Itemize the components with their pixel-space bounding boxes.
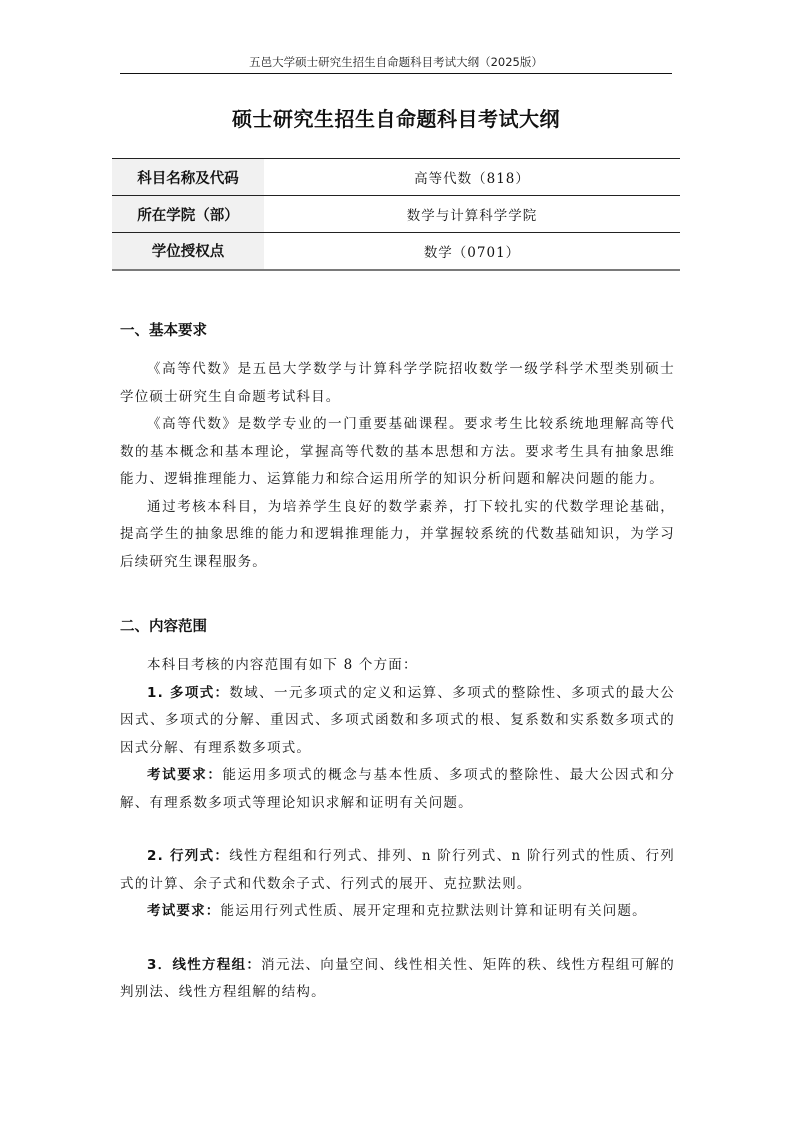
- row-value: 数学与计算科学学院: [406, 208, 538, 224]
- exam-requirement: [120, 762, 675, 817]
- table-row: [112, 159, 680, 196]
- header-rule: [120, 73, 672, 74]
- topic-linear-equations: [120, 952, 675, 1007]
- row-value: 高等代数（818）: [414, 171, 530, 187]
- document-body: [120, 320, 675, 1007]
- paragraph: 《高等代数》是五邑大学数学与计算科学学院招收数学一级学科学术型类别硕士学位硕士研究生自命题考试科目。: [120, 361, 675, 405]
- topic-title: 1. 多项式：: [147, 684, 230, 701]
- requirement-label: 考试要求：: [147, 767, 223, 783]
- requirement-label: 考试要求：: [147, 903, 221, 919]
- topic-title: 2. 行列式：: [147, 848, 230, 864]
- topic-title: 3．线性方程组：: [147, 956, 262, 973]
- section-heading-basic-requirements: 一、基本要求: [120, 323, 207, 339]
- topic-body: 消元法、向量空间、线性相关性、矩阵的秩、线性方程组可解的判别法、线性方程组解的结构。: [120, 956, 675, 1000]
- running-header: 五邑大学硕士研究生招生自命题科目考试大纲（2025版）: [249, 55, 543, 69]
- paragraph: 本科目考核的内容范围有如下 8 个方面：: [147, 657, 418, 673]
- row-label: 科目名称及代码: [112, 159, 264, 196]
- topic-body: 数域、一元多项式的定义和运算、多项式的整除性、多项式的最大公因式、多项式的分解、重因式、多项式函数和多项式的根、复系数和实系数多项式的因式分解、有理系数多项式。: [120, 684, 676, 756]
- requirement-body: 能运用多项式的概念与基本性质、多项式的整除性、最大公因式和分解、有理系数多项式等理论知识求解和证明有关问题。: [120, 767, 676, 811]
- exam-requirement: [120, 898, 675, 926]
- requirement-body: 能运用行列式性质、展开定理和克拉默法则计算和证明有关问题。: [220, 903, 647, 919]
- row-label: 所在学院（部）: [112, 196, 264, 233]
- topic-polynomials: [120, 680, 675, 763]
- paragraph: 《高等代数》是数学专业的一门重要基础课程。要求考生比较系统地理解高等代数的基本概念和基本理论，掌握高等代数的基本思想和方法。要求考生具有抽象思维能力、逻辑推理能力、运算能力和综合运用所学的知识分析问题和解决问题的能力。: [120, 416, 675, 487]
- table-row: [112, 196, 680, 233]
- paragraph: 通过考核本科目，为培养学生良好的数学素养，打下较扎实的代数学理论基础，提高学生的抽象思维的能力和逻辑推理能力，并掌握较系统的代数基础知识，为学习后续研究生课程服务。: [120, 498, 675, 570]
- topic-determinants: [120, 843, 675, 898]
- table-row: [112, 233, 680, 270]
- section-heading-content-scope: 二、内容范围: [120, 619, 207, 635]
- topic-body: 线性方程组和行列式、排列、n 阶行列式、n 阶行列式的性质、行列式的计算、余子式和代数余子式、行列式的展开、克拉默法则。: [120, 848, 676, 892]
- document-title: 硕士研究生招生自命题科目考试大纲: [232, 107, 560, 131]
- row-label: 学位授权点: [112, 233, 264, 270]
- subject-info-table: [112, 158, 680, 271]
- row-value: 数学（0701）: [423, 244, 521, 261]
